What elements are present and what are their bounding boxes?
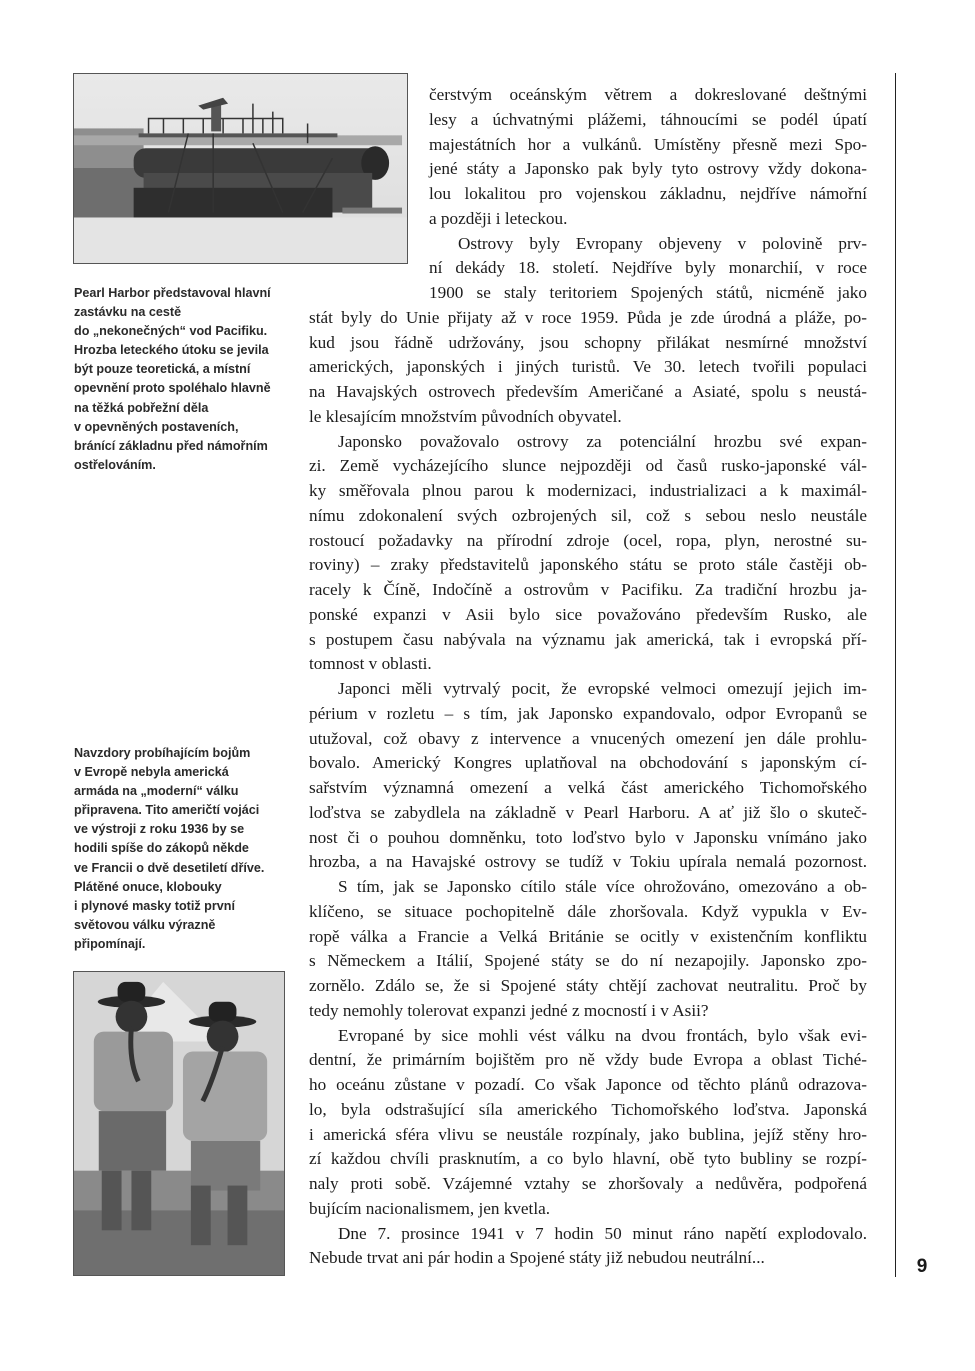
text-line: rostoucí požadavky na přírodní zdroje (ocel, ropa, plyn, nerostné su- — [309, 531, 867, 550]
text-line: nost či o pouhou domněnku, toto loďstvo bylo v Japonsku vnímáno jako — [309, 828, 867, 847]
photo-soldiers-gas-masks — [73, 971, 285, 1276]
text-line: Ostrovy byly Evropany objeveny v polovině prv- — [458, 234, 867, 253]
text-line: ky směřovala plnou parou k modernizaci, industrializaci a k maximál- — [309, 481, 867, 500]
caption-line: opevnění proto spoléhalo hlavně — [74, 381, 271, 396]
caption-line: v Evropě nebyla americká — [74, 765, 229, 780]
text-line: zí každou chvíli prasknutím, a co bylo hlavní, obě tyto bubliny se rozpí- — [309, 1149, 867, 1168]
text-line: nímu zdokonalení svých ozbrojených sil, což s sebou neslo neustále — [309, 506, 867, 525]
text-line: racely k Číně, Indočíně a ostrovům v Pacifiku. Za tradiční hrozbu ja- — [309, 580, 867, 599]
page-number: 9 — [916, 1256, 928, 1277]
text-line: i americká sféra vlivu se neustále rozpínaly, jako bublina, jejíž stěny hro- — [309, 1125, 867, 1144]
text-line: périum v rozletu – s tím, jak Japonsko expandovalo, odpor Evropanů se — [309, 704, 867, 723]
text-line: loďstva se zabydlela na základně v Pearl Harboru. A ať již šlo o skuteč- — [309, 803, 867, 822]
text-line: Dne 7. prosince 1941 v 7 hodin 50 minut ráno napětí explodovalo. — [338, 1224, 867, 1243]
caption-line: i plynové masky totiž první — [74, 898, 235, 913]
photo-coastal-gun — [73, 73, 408, 264]
text-line: Nebude trvat ani pár hodin a Spojené státy již nebudou neutrální... — [309, 1248, 765, 1267]
caption-line: bránící základnu před námořním — [74, 438, 268, 453]
text-line: bovalo. Americký Kongres uplatňoval na obchodování s japonským cí- — [309, 753, 867, 772]
caption-line: do „nekonečných“ vod Pacifiku. — [74, 324, 268, 339]
text-line: lo, byla odstrašující síla amerického Tichomořského loďstva. Japonská — [309, 1100, 867, 1119]
text-line: Japonsko považovalo ostrovy za potenciální hrozbu své expan- — [338, 432, 867, 451]
text-line: dentní, že primárním bojištěm pro ně vždy bude Evropa a oblast Tiché- — [309, 1050, 867, 1069]
text-line: tomnost v oblasti. — [309, 654, 432, 673]
text-line: stát byly do Unie přijaty až v roce 1959. Půda je zde úrodná a pláže, po- — [309, 308, 867, 327]
caption-line: připomínají. — [74, 936, 146, 951]
text-line: jené státy a Japonsko pak byly tyto ostrovy vždy dokona- — [429, 159, 867, 178]
text-line: majestátních hor a vulkánů. Umístěny přesně mezi Spo- — [429, 135, 867, 154]
caption-line: na těžká pobřežní děla — [74, 400, 209, 415]
caption-line: Pearl Harbor představoval hlavní — [74, 286, 271, 300]
text-line: lesy a úchvatnými plážemi, táhnoucími se podél úpatí — [429, 110, 867, 129]
text-line: lou lokalitou pro vojenskou základnu, nejdříve námořní — [429, 184, 867, 203]
caption-line: být pouze teoretická, a místní — [74, 362, 251, 377]
caption-line: hodili spíše do zákopů někde — [74, 841, 249, 856]
text-line: ponské expanzi v Asii bylo sice považováno především Rusko, ale — [309, 605, 867, 624]
text-line: tedy nemohly tolerovat expanzi jedné z mocností i v Asii? — [309, 1001, 709, 1020]
caption-line: připravena. Tito američtí vojáci — [74, 803, 260, 818]
text-line: bujícím nacionalismem, jen kvetla. — [309, 1199, 551, 1218]
text-line: s postupem času nabývala na významu jak americká, tak i evropská pří- — [309, 630, 867, 649]
text-line: s Německem a Itálií, Spojené státy se do ní nezapojily. Japonsko zpo- — [309, 951, 867, 970]
caption-line: Hrozba leteckého útoku se jevila — [74, 343, 269, 358]
text-line: utužoval, což obavy z intervence a vnucených omezení jen dále prohlu- — [309, 729, 867, 748]
text-line: ropě válka a Francie a Velká Británie se ocitly v existenčním konfliktu — [309, 927, 867, 946]
text-line: na Havajských ostrovech především Američané a Asiaté, spolu s neustá- — [309, 382, 867, 401]
text-line: a později i leteckou. — [429, 209, 568, 228]
caption-line: zastávku na cestě — [74, 305, 182, 320]
text-line: sařstvím významná omezení a velká část amerického Tichomořského — [309, 778, 867, 797]
caption-line: Navzdory probíhajícím bojům — [74, 746, 251, 760]
figure-caption-coastal-gun — [74, 284, 289, 475]
caption-line: ve výstroji z roku 1936 by se — [74, 822, 245, 837]
caption-line: světovou válku výrazně — [74, 917, 216, 932]
text-line: ní dekády 18. století. Nejdříve byly monarchií, v roce — [429, 258, 867, 277]
caption-line: ve Francii o dvě desetiletí dříve. — [74, 860, 265, 875]
margin-rule — [895, 73, 896, 1277]
soldiers-image — [74, 972, 284, 1275]
text-line: S tím, jak se Japonsko cítilo stále více ohrožováno, omezováno a ob- — [338, 877, 867, 896]
text-line: Japonci měli vytrvalý pocit, že evropské velmoci omezují jejich im- — [338, 679, 867, 698]
text-line: klíčeno, se situace pochopitelně dále zhoršovala. Když vypukla v Ev- — [309, 902, 867, 921]
text-line: zornělo. Zdálo se, že si Spojené státy chtějí zachovat neutralitu. Proč by — [309, 976, 867, 995]
caption-line: ostřelováním. — [74, 457, 156, 472]
text-line: 1900 se staly teritoriem Spojených států, nicméně jako — [429, 283, 867, 302]
text-line: amerických, japonských i jiných turistů. Ve 30. letech tvořili populaci — [309, 357, 867, 376]
caption-line: Plátěné onuce, klobouky — [74, 879, 222, 894]
text-line: Evropané by sice mohli vést válku na dvou frontách, bylo však evi- — [338, 1026, 867, 1045]
text-line: roviny) – zraky představitelů japonského státu se proto stále častěji ob- — [309, 555, 867, 574]
figure-caption-soldiers — [74, 744, 289, 954]
caption-line: v opevněných postaveních, — [74, 419, 239, 434]
text-line: kud jsou řádně udržovány, jsou schopny přilákat nesmírné množství — [309, 333, 867, 352]
text-line: hrozba, a na Havajské ostrovy se tudíž v Tokiu upírala nemalá pozornost. — [309, 852, 867, 871]
caption-line: armáda na „moderní“ válku — [74, 784, 239, 799]
text-line: zi. Země vycházejícího slunce nejpozději od časů rusko-japonské vál- — [309, 456, 867, 475]
text-line: čerstvým oceánským větrem a dokreslované deštnými — [429, 85, 867, 104]
text-line: ho oceánu zůstane v pozadí. Co však Japonce od těchto plánů odrazova- — [309, 1075, 867, 1094]
text-line: le klesajícím množstvím původních obyvatel. — [309, 407, 622, 426]
coastal-gun-image — [74, 74, 407, 263]
text-line: naly proti sobě. Vzájemné vztahy se zhoršovaly a nedůvěra, podpořená — [309, 1174, 867, 1193]
